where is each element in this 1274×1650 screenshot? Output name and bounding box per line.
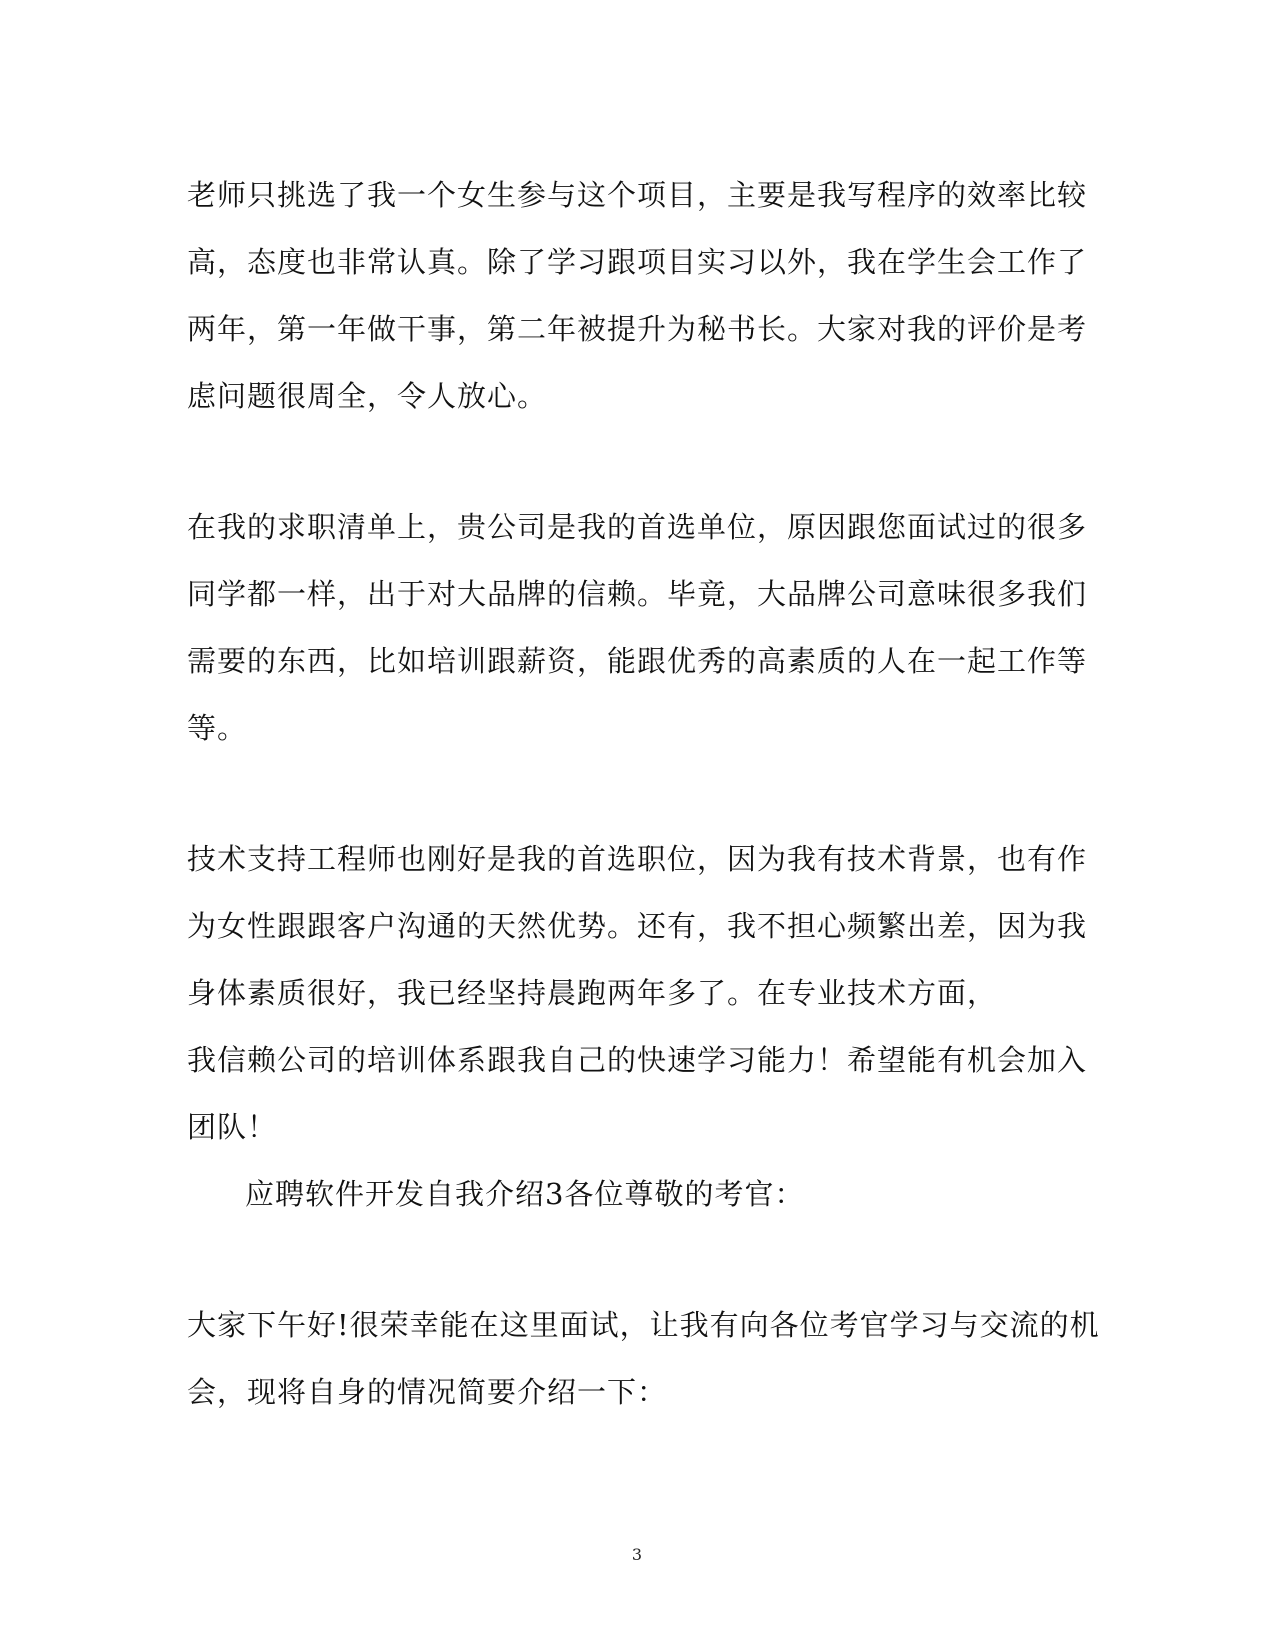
text-line: 技术支持工程师也刚好是我的首选职位，因为我有技术背景，也有作	[187, 842, 1088, 876]
text-line: 会，现将自身的情况简要介绍一下：	[187, 1375, 668, 1409]
text-line: 为女性跟跟客户沟通的天然优势。还有，我不担心频繁出差，因为我	[187, 909, 1088, 943]
page-number: 3	[631, 1545, 643, 1564]
text-line: 我信赖公司的培训体系跟我自己的快速学习能力！希望能有机会加入	[187, 1043, 1088, 1077]
text-line: 等。	[187, 711, 248, 745]
text-line: 团队！	[187, 1110, 278, 1144]
text-line: 高，态度也非常认真。除了学习跟项目实习以外，我在学生会工作了	[187, 245, 1088, 279]
paragraph-4	[187, 1292, 1100, 1426]
paragraph-3	[187, 826, 1087, 1161]
paragraph-1	[187, 162, 1087, 430]
text-line: 同学都一样，出于对大品牌的信赖。毕竟，大品牌公司意味很多我们	[187, 577, 1088, 611]
document-body	[187, 162, 1100, 1426]
text-line: 两年，第一年做干事，第二年被提升为秘书长。大家对我的评价是考	[187, 312, 1088, 346]
text-line: 老师只挑选了我一个女生参与这个项目，主要是我写程序的效率比较	[187, 178, 1088, 212]
text-line: 虑问题很周全，令人放心。	[187, 379, 548, 413]
paragraph-2	[187, 494, 1087, 762]
text-line: 大家下午好!很荣幸能在这里面试，让我有向各位考官学习与交流的机	[187, 1308, 1100, 1342]
text-line: 身体素质很好，我已经坚持晨跑两年多了。在专业技术方面，	[187, 976, 998, 1010]
section-heading: 应聘软件开发自我介绍3各位尊敬的考官：	[245, 1177, 805, 1211]
text-line: 需要的东西，比如培训跟薪资，能跟优秀的高素质的人在一起工作等	[187, 644, 1088, 678]
text-line: 在我的求职清单上，贵公司是我的首选单位，原因跟您面试过的很多	[187, 510, 1088, 544]
